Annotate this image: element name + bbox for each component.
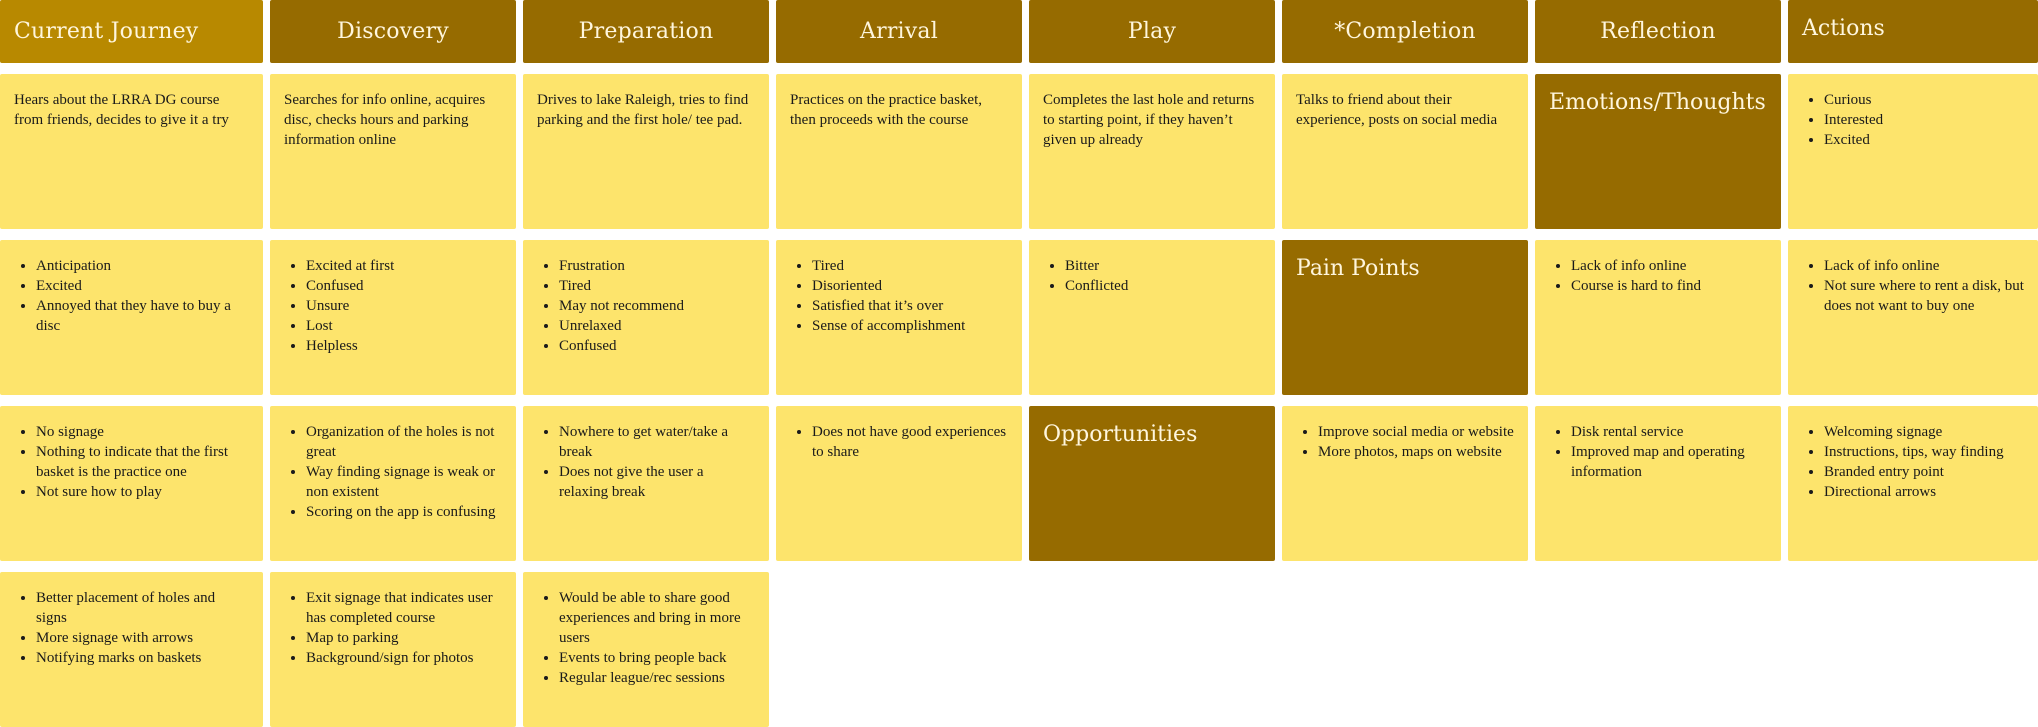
journey-cell (1535, 240, 1781, 395)
row-label-opportunities: Opportunities (1029, 406, 1275, 561)
bullet-list (1802, 422, 2024, 502)
bullet-list (790, 422, 1008, 462)
bullet-list (1296, 422, 1514, 462)
journey-cell (523, 74, 769, 229)
bullet-item: • Does not have good experiences to share (812, 422, 1008, 462)
cell-text: Completes the last hole and returns to starting point, if they haven’t given up already (1043, 92, 1255, 148)
bullet-list (537, 422, 755, 502)
bullet-list (537, 256, 755, 356)
bullet-list (284, 256, 502, 356)
bullet-item: • Excited at first (306, 256, 502, 276)
bullet-item: • Anticipation (36, 256, 249, 276)
journey-cell (1788, 240, 2038, 395)
bullet-item: • Helpless (306, 336, 502, 356)
bullet-item: • More photos, maps on website (1318, 442, 1514, 462)
bullet-item: • Does not give the user a relaxing break (559, 462, 755, 502)
journey-cell (523, 406, 769, 561)
bullet-item: • Events to bring people back (559, 648, 755, 668)
bullet-item: • Tired (812, 256, 1008, 276)
bullet-item: • Nowhere to get water/take a break (559, 422, 755, 462)
bullet-item: • Curious (1824, 90, 2024, 110)
bullet-item: • May not recommend (559, 296, 755, 316)
journey-cell (270, 572, 516, 727)
bullet-item: • Branded entry point (1824, 462, 2024, 482)
journey-cell (0, 572, 263, 727)
bullet-item: • Not sure how to play (36, 482, 249, 502)
bullet-list (284, 588, 502, 668)
bullet-list (14, 256, 249, 336)
bullet-item: • Improve social media or website (1318, 422, 1514, 442)
bullet-item: • Interested (1824, 110, 2024, 130)
bullet-item: • Exit signage that indicates user has completed course (306, 588, 502, 628)
bullet-list (1802, 256, 2024, 316)
bullet-list (1549, 256, 1767, 296)
bullet-item: • Frustration (559, 256, 755, 276)
bullet-list (1549, 422, 1767, 482)
bullet-list (14, 422, 249, 502)
journey-cell (776, 406, 1022, 561)
journey-cell (0, 74, 263, 229)
bullet-item: • Excited (36, 276, 249, 296)
bullet-item: • Better placement of holes and signs (36, 588, 249, 628)
journey-cell (0, 406, 263, 561)
bullet-item: • Directional arrows (1824, 482, 2024, 502)
bullet-list (1043, 256, 1261, 296)
bullet-item: • Unsure (306, 296, 502, 316)
bullet-item: • Course is hard to find (1571, 276, 1767, 296)
bullet-item: • More signage with arrows (36, 628, 249, 648)
stage-header-completion: *Completion (1282, 0, 1528, 63)
journey-cell (1788, 406, 2038, 561)
bullet-item: • Unrelaxed (559, 316, 755, 336)
journey-cell (1282, 74, 1528, 229)
bullet-item: • Would be able to share good experiences and bring in more users (559, 588, 755, 648)
bullet-item: • Instructions, tips, way finding (1824, 442, 2024, 462)
bullet-list (790, 256, 1008, 336)
cell-text: Talks to friend about their experience, posts on social media (1296, 92, 1498, 128)
journey-cell (1282, 406, 1528, 561)
journey-cell (270, 240, 516, 395)
bullet-item: • Notifying marks on baskets (36, 648, 249, 668)
bullet-item: • Lack of info online (1571, 256, 1767, 276)
bullet-list (1802, 90, 2024, 150)
journey-cell (1029, 240, 1275, 395)
bullet-list (537, 588, 755, 688)
bullet-item: • Disk rental service (1571, 422, 1767, 442)
journey-cell (0, 240, 263, 395)
bullet-item: • Welcoming signage (1824, 422, 2024, 442)
bullet-item: • Confused (559, 336, 755, 356)
bullet-item: • Confused (306, 276, 502, 296)
bullet-item: • Not sure where to rent a disk, but does not want to buy one (1824, 276, 2024, 316)
bullet-item: • No signage (36, 422, 249, 442)
bullet-list (14, 588, 249, 668)
journey-cell (270, 74, 516, 229)
cell-text: Hears about the LRRA DG course from friends, decides to give it a try (14, 92, 229, 128)
cell-text: Searches for info online, acquires disc, checks hours and parking information online (284, 92, 486, 148)
bullet-item: • Way finding signage is weak or non existent (306, 462, 502, 502)
journey-cell (776, 240, 1022, 395)
bullet-item: • Scoring on the app is confusing (306, 502, 502, 522)
row-label-emotions-thoughts: Emotions/Thoughts (1535, 74, 1781, 229)
bullet-item: • Excited (1824, 130, 2024, 150)
bullet-item: • Disoriented (812, 276, 1008, 296)
bullet-item: • Satisfied that it’s over (812, 296, 1008, 316)
row-label-pain-points: Pain Points (1282, 240, 1528, 395)
bullet-item: • Nothing to indicate that the first basket is the practice one (36, 442, 249, 482)
stage-header-arrival: Arrival (776, 0, 1022, 63)
stage-header-discovery: Discovery (270, 0, 516, 63)
cell-text: Drives to lake Raleigh, tries to find parking and the first hole/ tee pad. (537, 92, 749, 128)
bullet-item: • Bitter (1065, 256, 1261, 276)
journey-cell (776, 74, 1022, 229)
stage-header-preparation: Preparation (523, 0, 769, 63)
bullet-item: • Sense of accomplishment (812, 316, 1008, 336)
journey-cell (523, 240, 769, 395)
stage-header-reflection: Reflection (1535, 0, 1781, 63)
bullet-item: • Tired (559, 276, 755, 296)
bullet-item: • Annoyed that they have to buy a disc (36, 296, 249, 336)
row-label-actions: Actions (1788, 0, 2038, 63)
journey-cell (270, 406, 516, 561)
bullet-item: • Lack of info online (1824, 256, 2024, 276)
bullet-item: • Background/sign for photos (306, 648, 502, 668)
journey-cell (1535, 406, 1781, 561)
bullet-list (284, 422, 502, 522)
journey-cell (1029, 74, 1275, 229)
bullet-item: • Map to parking (306, 628, 502, 648)
journey-cell (523, 572, 769, 727)
stage-header-play: Play (1029, 0, 1275, 63)
bullet-item: • Conflicted (1065, 276, 1261, 296)
cell-text: Practices on the practice basket, then proceeds with the course (790, 92, 982, 128)
bullet-item: • Regular league/rec sessions (559, 668, 755, 688)
journey-cell (1788, 74, 2038, 229)
corner-header: Current Journey (0, 0, 263, 63)
bullet-item: • Lost (306, 316, 502, 336)
bullet-item: • Organization of the holes is not great (306, 422, 502, 462)
bullet-item: • Improved map and operating information (1571, 442, 1767, 482)
